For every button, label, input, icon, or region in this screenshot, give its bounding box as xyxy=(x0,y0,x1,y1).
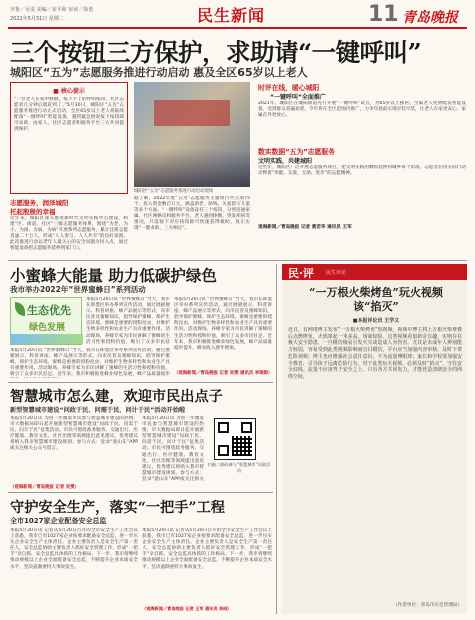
story4-text-a: 本报5月20日讯 记者从5月20日召开的全市安全生产工作会议上获悉，我市已有1027家企业按要求配备安全总监，进一步压实企业安全生产主体责任。企业主要负责人是安全生产第一责任人，安全总监协助主要负责人抓好安全管理工作，形成“一把手”亲自抓、安全总监具体抓的工作格局。下一步，我市将继续推动规模以上企业全面配备安全总监，不断提升企业本质安全水平，坚决遏制重特大事故发生。 xyxy=(10,528,138,570)
lead-subhead-1: 志愿服务，润泽城阳 xyxy=(10,199,69,207)
story3-headline: 智慧城市怎么建，欢迎市民出点子 xyxy=(10,389,223,405)
column-panel xyxy=(282,264,467,614)
section-title: 民生新闻 xyxy=(197,6,266,25)
leaf-icon xyxy=(15,302,25,316)
lead-subheadline: 城阳区“五为”志愿服务推进行动启动 惠及全区65岁以上老人 xyxy=(10,66,308,79)
lead-right-text-1: 2021年，城阳区在城阳街道先行开展“一键呼叫”试点，为65岁以上独居、空巢老人免费配发智能设备，受到群众普遍欢迎。今年将在全区范围内推广，力争年底前实现应装尽装，让老人在家更安心、家属在外更放心。 xyxy=(258,101,466,119)
column-banner xyxy=(282,264,467,280)
page-number: 11 xyxy=(368,2,399,27)
lead-subhead-1b: 托起殷殷的幸福 xyxy=(10,208,56,216)
story2-logo xyxy=(10,297,82,345)
story4-subheadline: 全市1027家企业配备安全总监 xyxy=(10,517,107,525)
story3-text-b: 本报5月20日讯 为进一步激发市民参与智慧城市建设的热情，市大数据局即日起开展新型智慧城市建设“问政于民、问需于民、问计于民”征集活动。市民可围绕政务服务、交通出行、医疗健康、教育文化、社区治理等领域提出意见建议，优秀建议将纳入我市智慧城市建设规划。参与方式：登录“爱山东”APP或关注相关 xyxy=(142,416,204,482)
qr-corner-tr xyxy=(241,422,252,433)
lead-right-text-2: 这些年，城阳区广泛开展志愿服务项目，把文明实践的触角延伸到城乡每个角落，志愿者们用实际行动诠释着“奉献、友爱、互助、进步”的志愿精神。 xyxy=(258,165,466,177)
column-text: 近日，有网络博主发布“一万根火柴烤鱼”短视频，视频中博主将上万根火柴堆叠后点燃烤鱼，火焰窜起一米多高，场面惊险。这类视频看似新奇有趣，实则存在极大安全隐患，一旦模仿极易引发火灾或造成人身伤害。尤其是未成年人辨别能力较弱，容易受到此类视频影响而盲目模仿。平台应当加强内容审核，及时下架危险视频；博主也应增强社会责任意识，不为流量博眼球；家长和学校要加强安全教育，引导孩子远离危险行为。对于此类玩火视频，必须及时“掐灭”，守住安全底线。流量不应凌驾于安全之上，只有各方共同发力，才能营造清朗安全的网络空间。 xyxy=(288,327,462,380)
photo-crowd xyxy=(134,149,250,187)
lead-col-left: 近年来，城阳区深入推进新时代文明实践中心建设，构建“区、街道、社区”三级志愿服务体系，围绕“为老、为小、为困、为弱、为病”开展系列志愿服务，累计注册志愿者逾二十万人，形成“人人参与、人人共享”的良好氛围。此次推进行动以老年人最关心的安全问题为切入点，通过智能设备把志愿服务延伸到家门口。 xyxy=(10,216,128,252)
story3-bottom-rule xyxy=(8,492,273,493)
story2-text-a: 本报5月20日讯 “世界蜜蜂日”当天，我市在即墨区举办系列宣传活动，通过展板展示、科普讲座、蜂产品展示等形式，向市民普及蜜蜂知识，倡导保护蜜蜂、保护生态环境。蜜蜂是重要的授粉昆虫，对维护生物多样性和农业生产具有重要作用。活动现场，养蜂专家为市民讲解了蜜蜂的生活习性和授粉价值，吸引了众多市民驻 xyxy=(86,297,170,345)
column-banner-title: 民·评 xyxy=(288,267,314,280)
masthead-date: 2022年5月31日 星期二 xyxy=(10,16,64,22)
lead-intro-box xyxy=(10,82,128,194)
lead-right-head-2: 数实数据“五为”志愿服务 xyxy=(258,148,335,156)
story3-subheadline: 新型智慧城市建设“问政于民、问需于民、问计于民”活动开始啦 xyxy=(10,407,186,414)
lead-headline: 三个按钮三方保护，求助请“一键呼叫” xyxy=(10,38,422,67)
story2-text-c: 本报5月20日讯 “世界蜜蜂日”当天，我市在即墨区举办系列宣传活动，通过展板展示、科普讲座、蜂产品展示等形式，向市民普及蜜蜂知识，倡导保护蜜蜂、保护生态环境。蜜蜂是重要的授粉昆虫，对维护生物多样性和农业生产具有重要作用。活动现场，养蜂专家为市民讲解了蜜蜂的生活习性和授粉价值，吸引了众多市民驻足。近年来，我市积极推进蜂业绿色发展，蜂产品质量稳步提升，蜂农收入逐年增加。 xyxy=(174,297,272,351)
qr-corner-tl xyxy=(218,422,229,433)
intro-text: “一位老人在家中跌倒，按下手上的呼叫按钮，社区志愿者几分钟后就赶到了。”5月30日，城阳区“五为”志愿服务推进行动正式启动，全区65岁以上老人将陆续配备“一键呼叫”智能设备，遇到紧急情况按下按钮即可求助，由家人、社区志愿者和服务平台三方共同提供保护。 xyxy=(14,97,124,133)
lead-bottom-rule xyxy=(8,260,467,261)
lead-right-sub: “一键呼叫”全面推广 xyxy=(270,94,326,101)
lead-byline: 观海新闻／青岛晚报 记者 黄若华 通讯员 王军 xyxy=(258,225,352,230)
column-divider xyxy=(276,264,277,614)
story3-qr-caption: 扫描二维码参与“智慧城市”问政活动 xyxy=(207,462,271,473)
column-author-note: （作者单位：青岛市应急管理局） xyxy=(393,603,462,608)
qr-corner-bl xyxy=(218,445,229,456)
brand-logo: 青岛晚报 xyxy=(402,10,458,26)
story2-byline: （观海新闻／青岛晚报 记者 吴雯 通讯员 李瑞娟） xyxy=(174,371,272,376)
story3-byline: （观海新闻／青岛晚报 记者 吴雯） xyxy=(10,485,79,490)
story2-logo-sub: 绿色发展 xyxy=(29,323,66,333)
story4-text-b: 本报5月20日讯 记者从5月20日召开的全市安全生产工作会议上获悉，我市已有1027家企业按要求配备安全总监，进一步压实企业安全生产主体责任。企业主要负责人是安全生产第一责任人，安全总监协助主要负责人抓好安全管理工作，形成“一把手”亲自抓、安全总监具体抓的工作格局。下一步，我市将继续推动规模以上企业全面配备安全总监，不断提升企业本质安全水平，坚决遏制重特大事故发生。 xyxy=(142,528,272,570)
story2-text-b: 本报5月20日讯 “世界蜜蜂日”当天，我市在即墨区举办系列宣传活动，通过展板展示、科普讲座、蜂产品展示等形式，向市民普及蜜蜂知识，倡导保护蜜蜂、保护生态环境。蜜蜂是重要的授粉昆虫，对维护生物多样性和农业生产具有重要作用。活动现场，养蜂专家为市民讲解了蜜蜂的生活习性和授粉价值，吸引了众多市民驻足。近年来，我市积极推进蜂业绿色发展，蜂产品质量稳步 xyxy=(10,348,170,378)
column-byline: ■本报评论员 王学义 xyxy=(352,318,400,324)
story2-bottom-rule xyxy=(8,382,273,383)
lead-right-sub-2: 文明实践，共建城阳 xyxy=(258,158,313,165)
masthead-rule xyxy=(8,27,467,29)
lead-photo-caption: 城阳区“五为”志愿服务推进行动启动现场 xyxy=(134,189,214,194)
lead-col-mid: 据了解，2022年度“五为”志愿服务主题项目共立项75个，投入资金数百万元，涵盖助老、助残、关爱留守儿童等多个方面。“一键呼叫”设备设有三个按钮，分别连通家属、社区网格员和服务平台，老人遇到摔倒、突发疾病等情况，只需按下对应按钮即可快速获得救助，真正实现“一键求助、三方响应”。 xyxy=(134,196,250,232)
story4-byline: （观海新闻／青岛晚报 记者 王军 通讯员 李刚） xyxy=(142,606,232,611)
intro-label: ■ 核心提示 xyxy=(53,88,85,95)
logo-wave-band xyxy=(11,334,83,344)
story3-qr-code[interactable] xyxy=(214,418,256,460)
story3-text-a: 本报5月20日讯 为进一步激发市民参与智慧城市建设的热情，市大数据局即日起开展新型智慧城市建设“问政于民、问需于民、问计于民”征集活动。市民可围绕政务服务、交通出行、医疗健康、教育文化、社区治理等领域提出意见建议，优秀建议将纳入我市智慧城市建设规划。参与方式：登录“爱山东”APP或关注相关公众号留言。 xyxy=(10,416,138,452)
masthead xyxy=(0,0,475,38)
story2-logo-main: 生态优先 xyxy=(27,304,71,317)
story4-headline: 守护安全生产，落实“一把手”工程 xyxy=(10,500,225,516)
lead-right-head: 时评在线，暖心城阳 xyxy=(258,84,320,92)
lead-photo xyxy=(134,82,250,187)
column-banner-small: 民生评论 xyxy=(326,270,347,276)
photo-stage xyxy=(154,100,230,126)
qr-pattern xyxy=(232,436,252,456)
masthead-editor-line: 齐鲁／吴雯 美编／宋平和 审读／徐勇 xyxy=(10,7,94,13)
story2-subheadline: 我市举办2022年“世界蜜蜂日”系列活动 xyxy=(10,285,146,294)
column-headline: “一万根火柴烤鱼”玩火视频该“掐灭” xyxy=(309,286,443,313)
story2-headline: 小蜜蜂大能量 助力低碳护绿色 xyxy=(10,266,217,285)
